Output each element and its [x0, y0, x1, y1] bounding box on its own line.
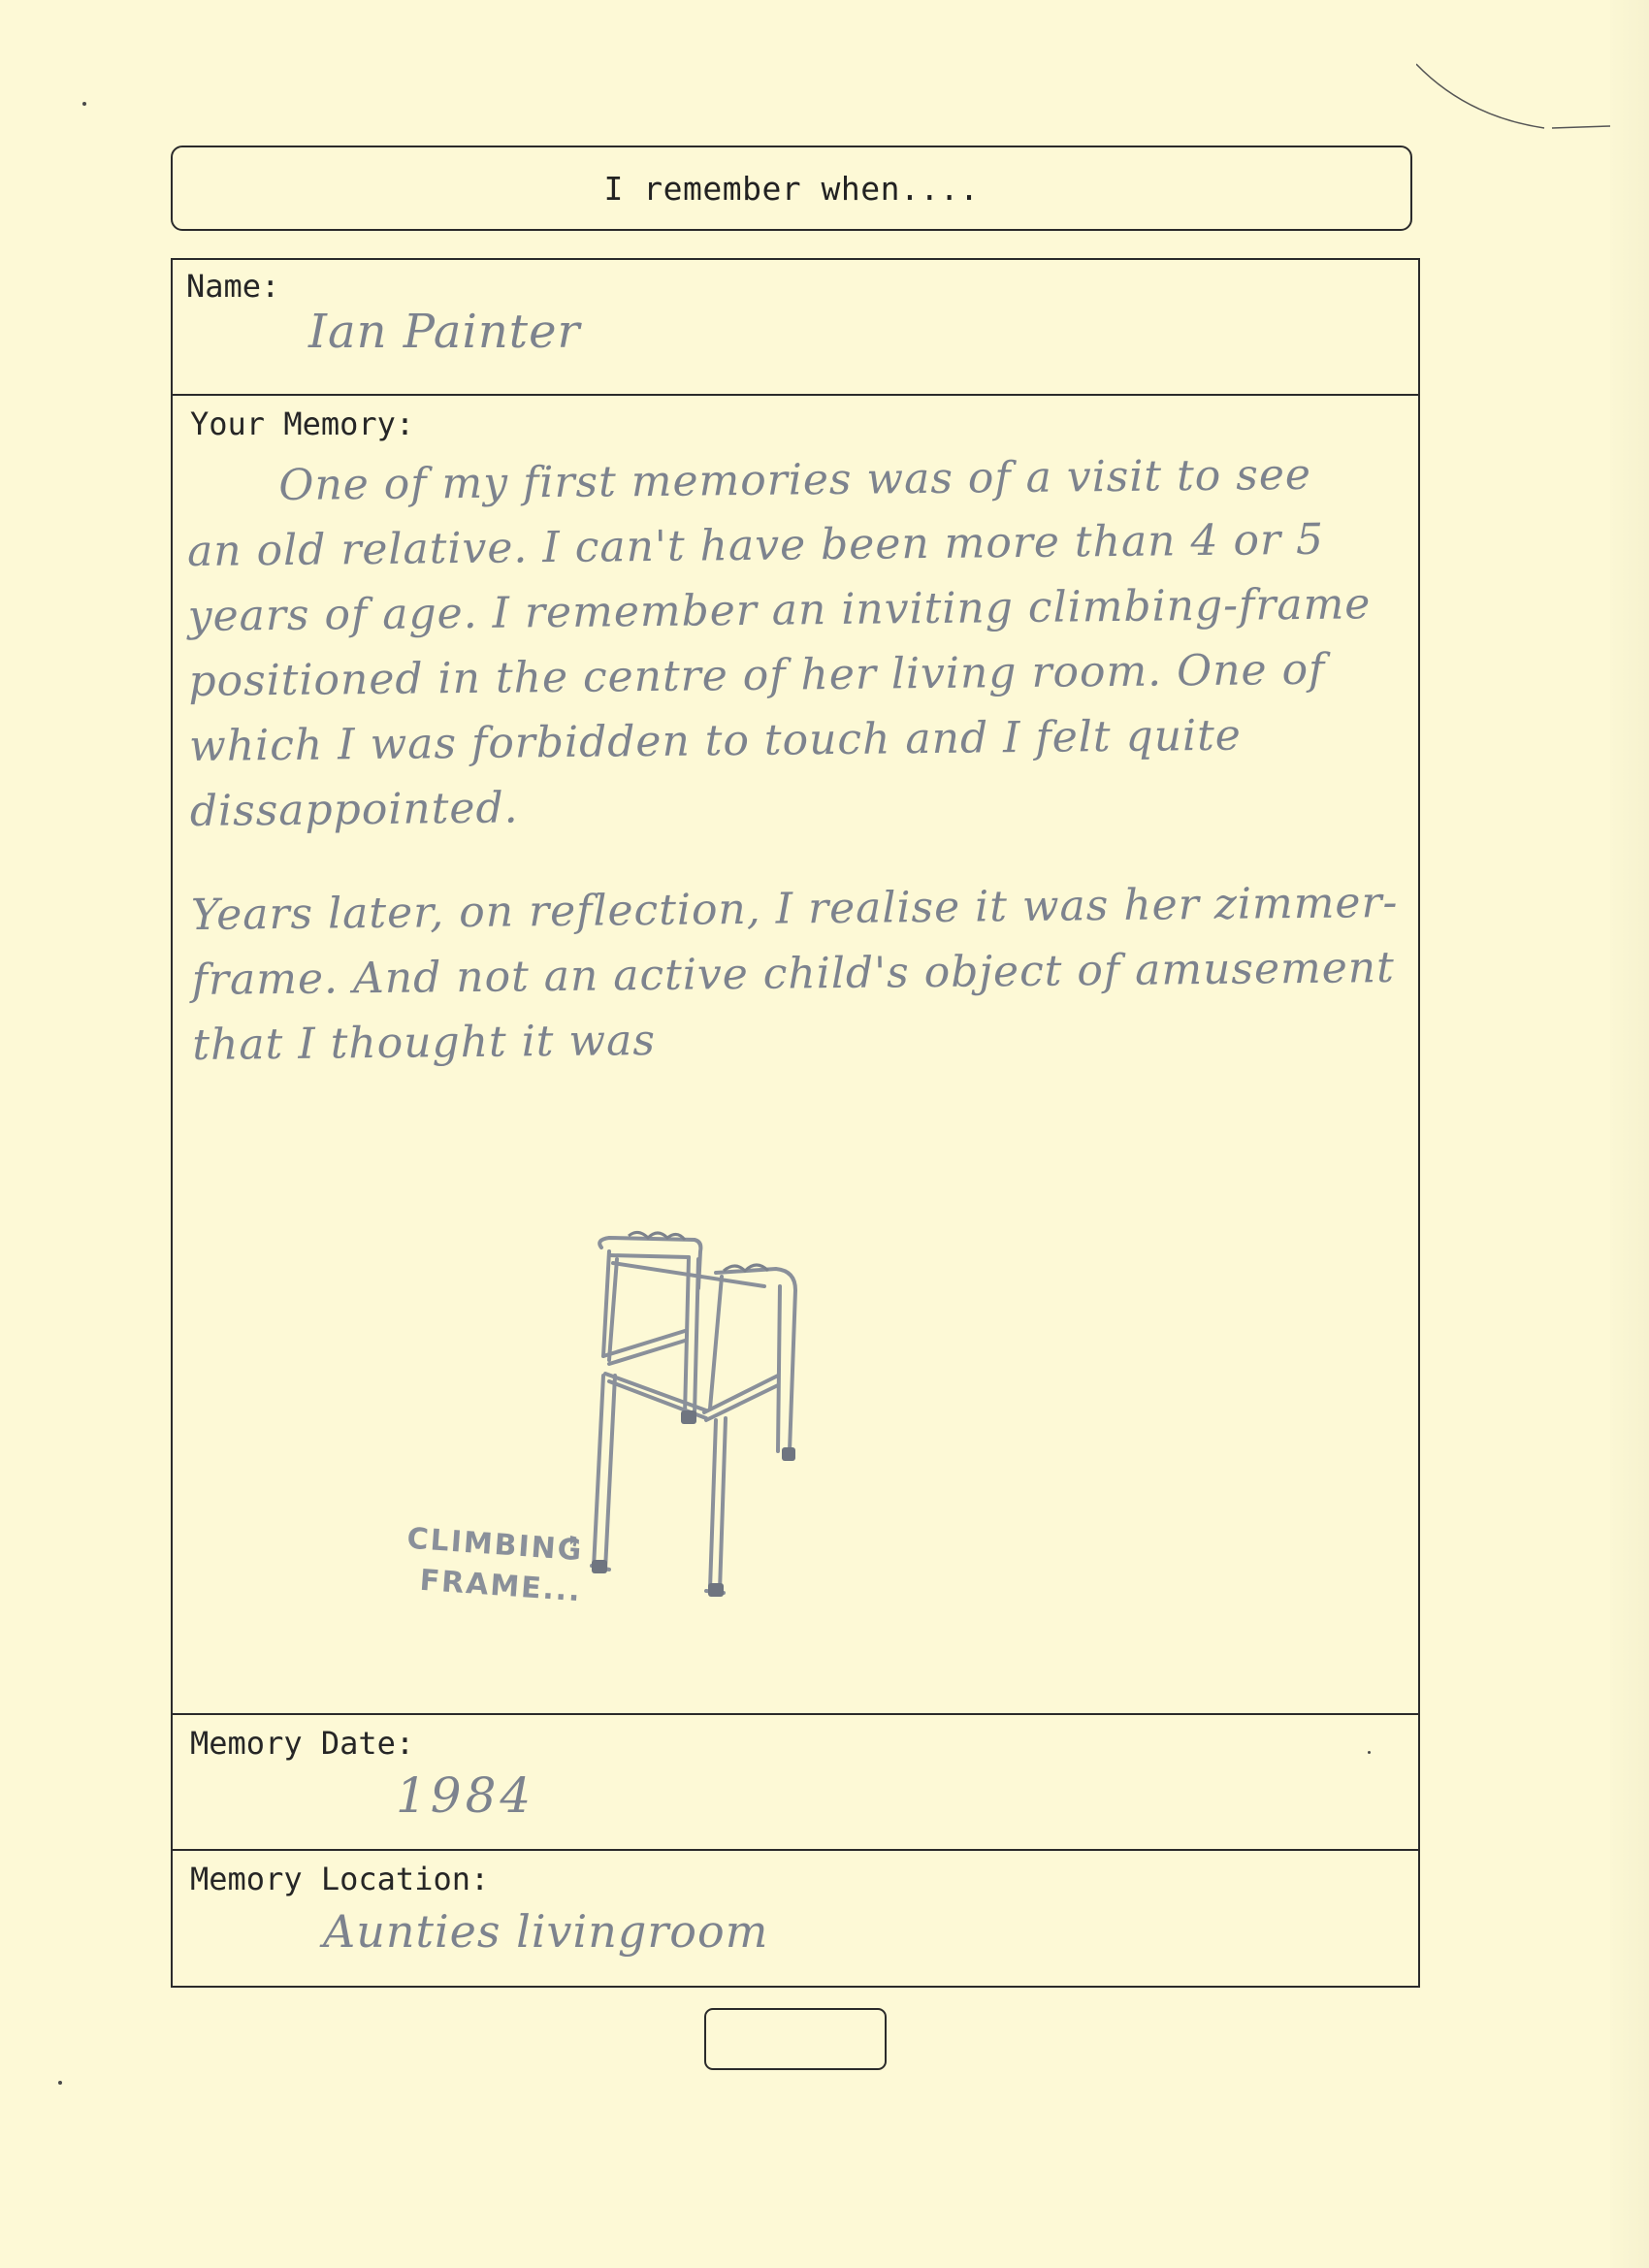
- form-title-text: I remember when....: [603, 169, 980, 208]
- memory-location-value: Aunties livingroom: [323, 1905, 769, 1958]
- sketch-label-line-2: FRAME...: [418, 1563, 583, 1609]
- page-corner-curl: [1416, 0, 1649, 146]
- memory-date-label: Memory Date:: [190, 1725, 415, 1762]
- memory-date-value: 1984: [396, 1767, 535, 1824]
- memory-paragraph-2: Years later, on reflection, I realise it was her zimmer- frame. And not an active child's object of amusement that I thought it was: [190, 877, 1399, 1070]
- memory-paragraph-1: One of my first memories was of a visit to see an old relative. I can't have been more than 4 or 5 years of age. I remember an inviting climbing-frame positioned in the centre of her living room. One of which I was forbidden to touch and I felt quite dissappointed.: [186, 449, 1372, 836]
- paper-speck: [82, 102, 86, 106]
- memory-section: [173, 394, 1418, 1713]
- memory-location-label: Memory Location:: [190, 1861, 490, 1897]
- memory-text: [186, 441, 1423, 1078]
- zimmer-frame-drawing-icon: [570, 1230, 1036, 1637]
- page-number-box: [704, 2008, 887, 2070]
- paper-edge: [1610, 0, 1649, 2268]
- memory-label: Your Memory:: [190, 405, 415, 442]
- sketch-label-line-1: CLIMBING: [405, 1521, 585, 1569]
- form-title: [171, 146, 1412, 231]
- memory-form: [171, 258, 1420, 1988]
- name-section: [173, 260, 1418, 394]
- paper-speck: [58, 2081, 62, 2085]
- memory-location-section: [173, 1849, 1418, 1990]
- name-label: Name:: [186, 268, 280, 305]
- sketch-label: [403, 1519, 586, 1613]
- name-value: Ian Painter: [308, 305, 581, 359]
- memory-date-section: [173, 1713, 1418, 1849]
